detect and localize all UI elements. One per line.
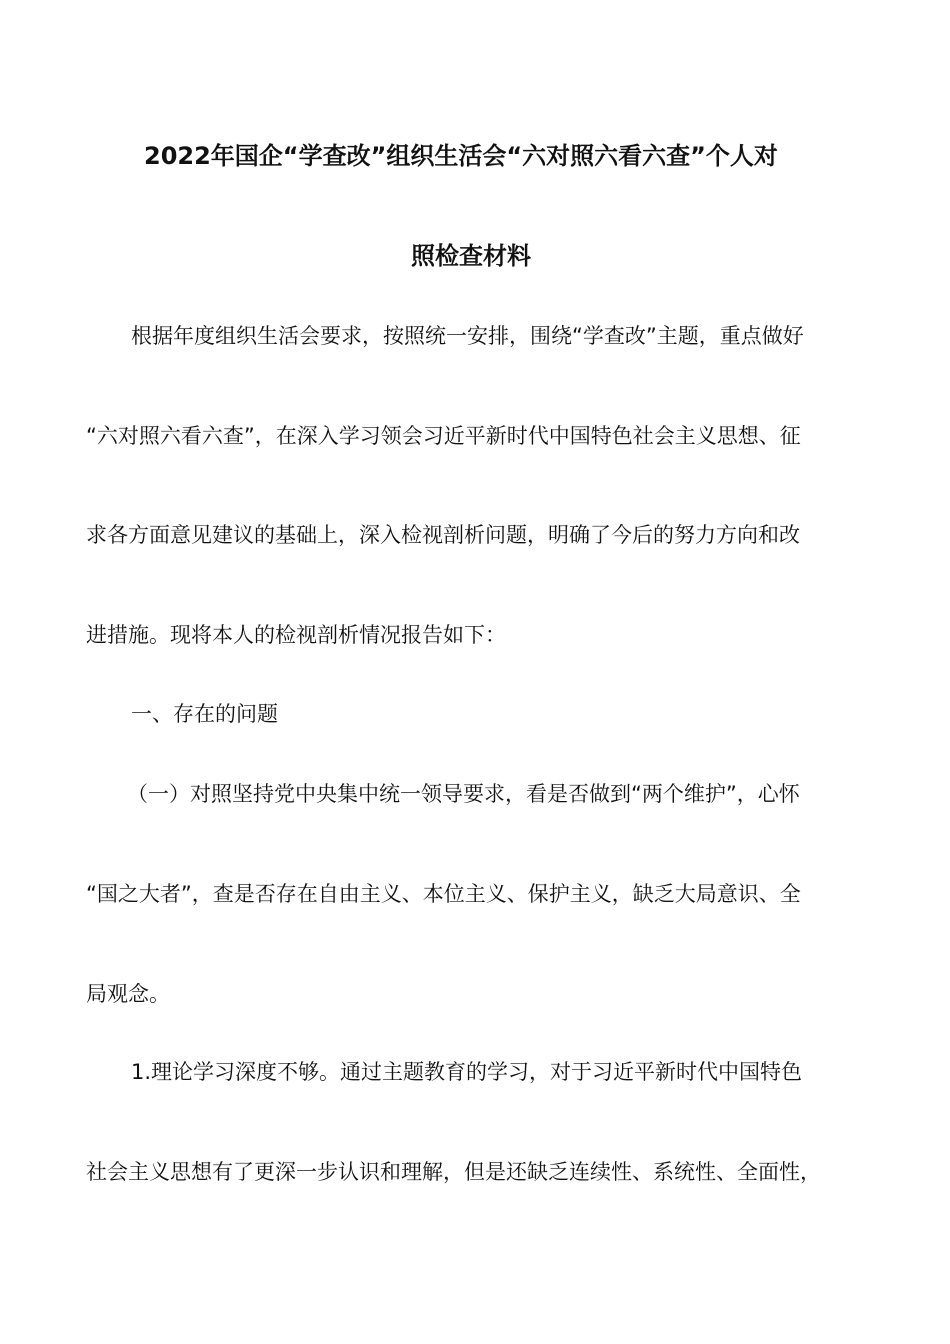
paragraph-line: 求各方面意见建议的基础上，深入检视剖析问题，明确了今后的努力方向和改 <box>86 523 800 547</box>
section-heading: 一、存在的问题 <box>131 702 278 726</box>
paragraph-line: “六对照六看六查”，在深入学习领会习近平新时代中国特色社会主义思想、征 <box>86 424 801 448</box>
paragraph-line: 社会主义思想有了更深一步认识和理解，但是还缺乏连续性、系统性、全面性， <box>86 1160 821 1184</box>
paragraph-line: 局观念。 <box>86 982 170 1006</box>
paragraph-line: （一）对照坚持党中央集中统一领导要求，看是否做到“两个维护”，心怀 <box>127 782 800 806</box>
paragraph-line: 1.理论学习深度不够。通过主题教育的学习，对于习近平新时代中国特色 <box>131 1060 803 1084</box>
document-title-line-1: 2022年国企“学查改”组织生活会“六对照六看六查”个人对 <box>144 142 778 170</box>
paragraph-line: 进措施。现将本人的检视剖析情况报告如下： <box>86 623 506 647</box>
document-title-line-2: 照检查材料 <box>411 242 531 270</box>
paragraph-line: 根据年度组织生活会要求，按照统一安排，围绕“学查改”主题，重点做好 <box>131 324 804 348</box>
paragraph-line: “国之大者”，查是否存在自由主义、本位主义、保护主义，缺乏大局意识、全 <box>86 882 801 906</box>
